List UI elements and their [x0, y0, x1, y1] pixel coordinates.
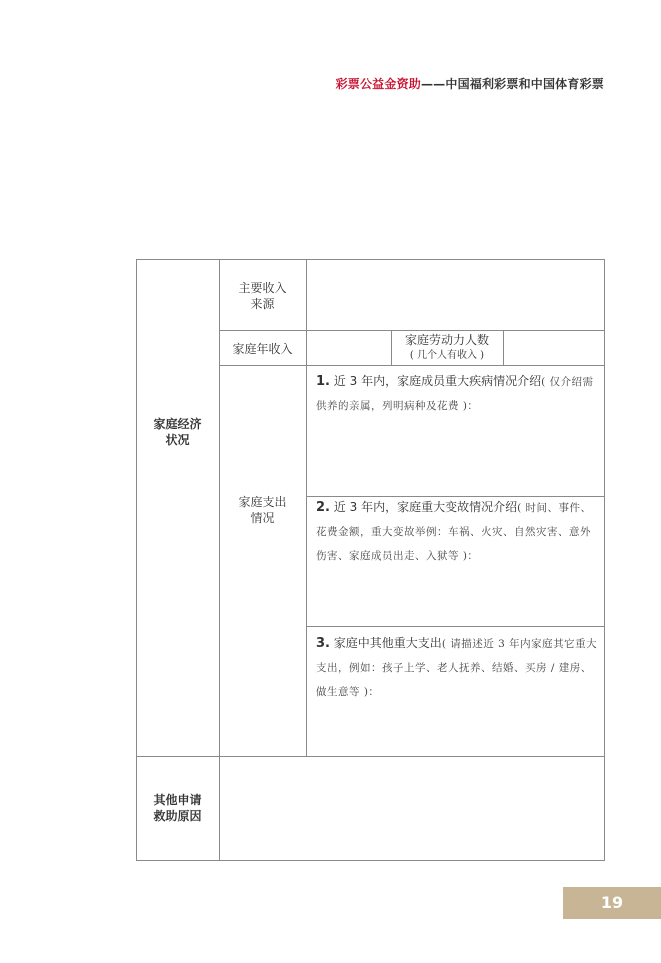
table-border-right — [604, 259, 605, 861]
item1-note: ( 仅介绍需供养的亲属，列明病种及花费 )： — [316, 376, 594, 412]
labor-count-note: ( 几个人有收入 ) — [409, 350, 485, 361]
expense-item-3[interactable] — [316, 632, 598, 704]
labor-count-label: 家庭劳动力人数 — [404, 333, 489, 347]
item3-note: ( 请描述近 3 年内家庭其它重大支出，例如：孩子上学、老人抚养、结婚、买房 / 建房、做生意等 )： — [316, 638, 598, 698]
other-reasons-field[interactable] — [220, 757, 604, 860]
item2-lead: 近 3 年内，家庭重大变故情况介绍 — [329, 500, 518, 514]
application-form-table — [136, 259, 605, 861]
table-border-left — [136, 259, 137, 861]
labor-count-field[interactable] — [504, 331, 604, 365]
expenses-label: 家庭支出 情况 — [238, 495, 287, 525]
row-divider-annual-income — [219, 365, 605, 366]
header-title-red: 彩票公益金资助 — [335, 77, 421, 91]
page-number-badge: 19 — [563, 887, 661, 919]
expense-item-1[interactable] — [316, 370, 598, 418]
section-economy-label: 家庭经济 状况 — [153, 417, 202, 447]
running-header — [336, 75, 604, 92]
other-reasons-label: 其他申请 救助原因 — [153, 793, 202, 823]
expense-item-2[interactable] — [316, 496, 598, 568]
main-income-source-label: 主要收入 来源 — [238, 281, 287, 311]
item3-number: 3. — [316, 636, 330, 651]
header-title-black: ——中国福利彩票和中国体育彩票 — [420, 77, 604, 91]
item2-number: 2. — [316, 500, 330, 515]
table-border-bottom — [136, 860, 605, 861]
annual-income-field[interactable] — [307, 331, 391, 365]
item2-note: ( 时间、事件、花费金额，重大变故举例：车祸、火灾、自然灾害、意外伤害、家庭成员出走、入狱等 )： — [316, 502, 592, 562]
item1-lead: 近 3 年内，家庭成员重大疾病情况介绍 — [329, 374, 542, 388]
annual-income-label: 家庭年收入 — [232, 342, 293, 356]
item1-number: 1. — [316, 374, 330, 389]
main-income-source-field[interactable] — [307, 260, 604, 330]
row-divider-item2 — [306, 626, 605, 627]
item3-lead: 家庭中其他重大支出 — [329, 636, 442, 650]
